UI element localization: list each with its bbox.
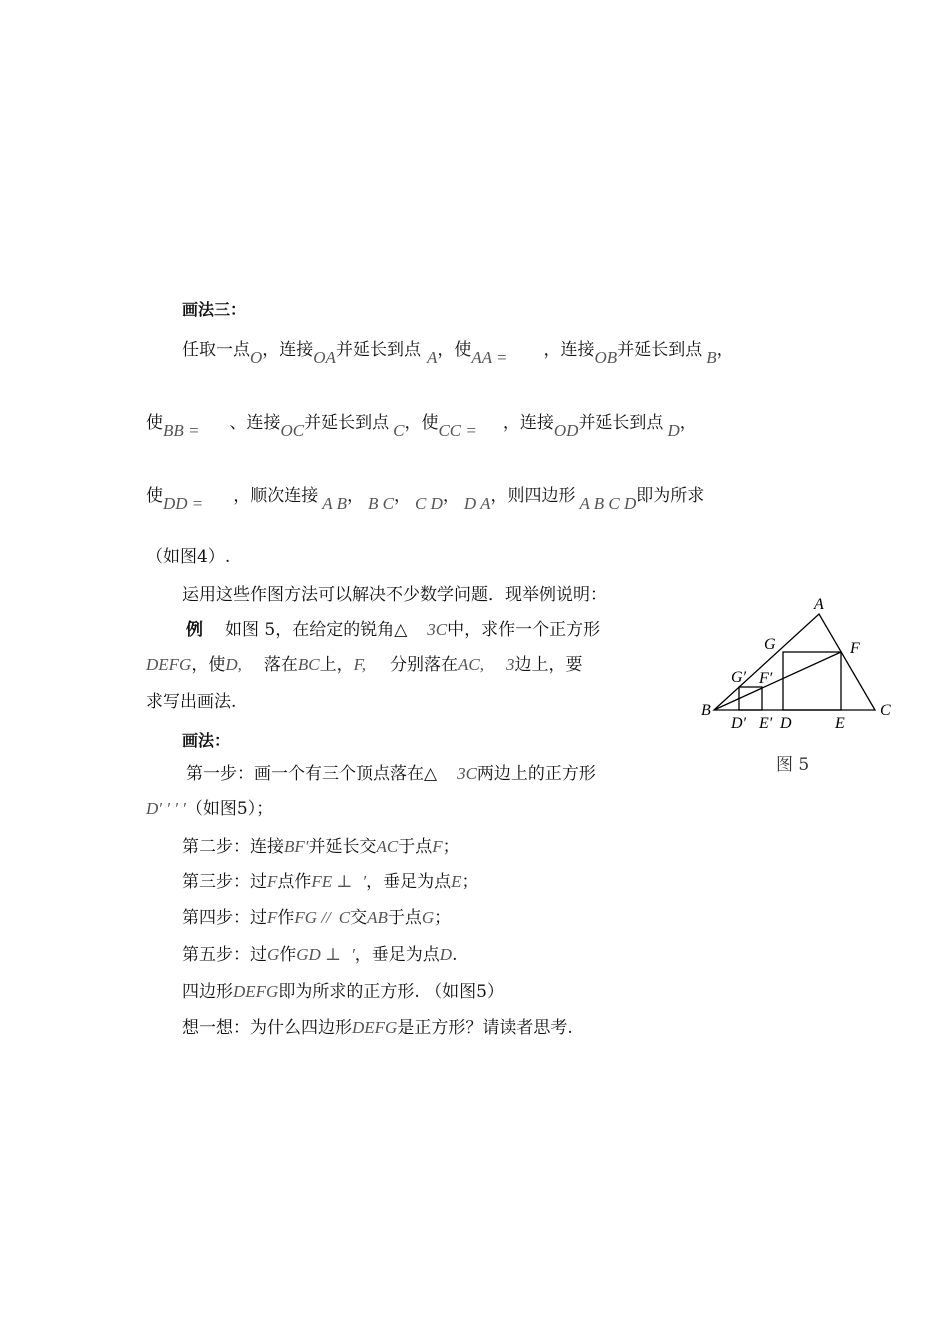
method-heading: 画法：: [182, 731, 231, 750]
math: F: [432, 837, 443, 856]
text: ，连接: [262, 340, 314, 360]
text: 边上，要: [514, 655, 583, 675]
text: 第四步：过: [182, 908, 267, 928]
label-D: D: [780, 715, 792, 732]
label-F-prime: F′: [759, 670, 773, 687]
math: E: [451, 872, 462, 891]
method3-line-1: [182, 338, 734, 367]
text: 于点: [387, 908, 422, 928]
math: ′: [351, 945, 355, 964]
math: GD ⊥: [296, 945, 342, 964]
text: ；: [442, 837, 460, 857]
text: 于点: [398, 837, 433, 857]
text: （如图5）；: [185, 799, 274, 819]
text: 并延长到点: [304, 413, 390, 433]
math-DEFG: DEFG: [233, 982, 279, 1001]
text: 想一想：为什么四边形: [182, 1018, 352, 1038]
math-O: O: [250, 348, 263, 367]
math: 3C: [457, 764, 477, 783]
math: G: [267, 945, 280, 964]
text: ，则四边形: [490, 486, 576, 506]
method3-line-3: [146, 484, 705, 513]
step-2: [182, 835, 460, 859]
text: 是正方形？请读者思考.: [397, 1018, 573, 1038]
label-G: G: [764, 636, 776, 653]
text: ，: [393, 486, 411, 506]
text: ，垂足为点: [366, 872, 452, 892]
text: 分别落在: [390, 655, 459, 675]
label-F: F: [850, 640, 860, 657]
math-AA-eq: AA =: [471, 348, 508, 367]
math-square-prime: D′ ′ ′ ′: [146, 799, 186, 818]
label-D-prime: D′: [731, 715, 747, 732]
intro-text: 运用这些作图方法可以解决不少数学问题．现举例说明：: [182, 585, 607, 605]
math-AB: A B: [322, 494, 347, 513]
text: ，顺次连接: [233, 486, 319, 506]
text: 中，求作一个正方形: [447, 620, 601, 640]
math: ′: [362, 872, 367, 891]
math: 3: [506, 655, 515, 674]
think-question: [182, 1016, 573, 1040]
math: FG //: [294, 908, 331, 927]
square-DEFG: [783, 652, 841, 710]
math: G: [421, 908, 435, 927]
text: ，垂足为点: [354, 945, 440, 965]
text: 并延长到点: [617, 340, 703, 360]
text: 第三步：过: [182, 872, 267, 892]
math: F: [267, 908, 278, 927]
math-DD-eq: DD =: [163, 494, 204, 513]
math-B: B: [706, 348, 717, 367]
math: AC: [376, 837, 399, 856]
text: 第五步：过: [182, 945, 267, 965]
text: 第一步：画一个有三个顶点落在△: [186, 764, 438, 784]
label-G-prime: G′: [731, 669, 747, 686]
math-D: D: [667, 421, 680, 440]
text: ，: [679, 413, 697, 433]
math-BC: BC: [297, 655, 320, 674]
math-BB-eq: BB =: [163, 421, 200, 440]
method3-line-4: （如图4）.: [146, 547, 231, 567]
math-DEFG: DEFG: [146, 655, 192, 674]
text: 即为所求的正方形. （如图5）: [278, 982, 504, 1002]
label-E: E: [835, 715, 845, 732]
method3-line-2: [146, 411, 697, 440]
text: 并延长到点: [578, 413, 664, 433]
math: AB: [367, 908, 388, 927]
triangle-ABC: [714, 614, 875, 710]
math-C: C: [393, 421, 405, 440]
text: 即为所求: [636, 486, 705, 506]
step-4: [182, 906, 451, 930]
text: 并延长交: [308, 837, 377, 857]
step-1-line-2: [146, 797, 273, 821]
label-C: C: [880, 702, 891, 719]
math-DA: D A: [463, 494, 491, 513]
example-line-2: [146, 653, 583, 677]
square-prime: [739, 687, 762, 710]
math: F,: [353, 655, 367, 674]
label-E-prime: E′: [759, 715, 773, 732]
text: ，: [442, 486, 460, 506]
math: FE ⊥: [311, 872, 353, 891]
math: D: [439, 945, 453, 964]
math-BC: B C: [368, 494, 394, 513]
text: 作: [277, 908, 295, 928]
math: BF′: [284, 837, 309, 856]
text: 如图 5，在给定的锐角△: [225, 620, 408, 640]
math: AC,: [458, 655, 485, 674]
math: F: [267, 872, 278, 891]
text: ，连接: [502, 413, 554, 433]
math-CD: C D: [414, 494, 443, 513]
step-1-line-1: [186, 762, 596, 786]
text: .: [452, 945, 458, 965]
text: ，连接: [543, 340, 595, 360]
text: ，: [347, 486, 364, 506]
label-A: A: [814, 596, 824, 613]
text: 点作: [277, 872, 312, 892]
text: ，使: [191, 655, 226, 675]
text: ，使: [437, 340, 472, 360]
text: 第二步：连接: [182, 837, 284, 857]
text: 任取一点: [182, 340, 250, 360]
method3-heading: 画法三：: [182, 300, 247, 319]
label-B: B: [701, 702, 711, 719]
step-3: [182, 870, 479, 894]
math-OD: OD: [553, 421, 579, 440]
math-A: A: [426, 348, 438, 367]
example-line-3: 求写出画法.: [146, 692, 237, 712]
math: 3C: [427, 620, 448, 639]
example-label: 例: [186, 620, 203, 640]
math-CC-eq: CC =: [438, 421, 477, 440]
text: 并延长到点: [335, 340, 421, 360]
math: C: [338, 908, 351, 927]
math-OA: OA: [313, 348, 336, 367]
text: 使: [146, 486, 163, 506]
conclusion: [182, 980, 504, 1004]
math-ABCD: A B C D: [579, 494, 637, 513]
text: 交: [350, 908, 368, 928]
figure-caption: 图 5: [776, 755, 810, 775]
text: ；: [461, 872, 479, 892]
text: ，使: [404, 413, 439, 433]
text: 四边形: [182, 982, 233, 1002]
text: 落在: [263, 655, 298, 675]
math-OB: OB: [594, 348, 618, 367]
example-line-1: [186, 618, 600, 642]
text: 两边上的正方形: [476, 764, 596, 784]
step-5: [182, 943, 457, 967]
text: 上，: [319, 655, 354, 675]
geometry-figure-5: [698, 594, 898, 734]
text: ，: [716, 340, 734, 360]
text: ；: [434, 908, 452, 928]
text: 、连接: [229, 413, 281, 433]
math-DEFG: DEFG: [352, 1018, 398, 1037]
text: 使: [146, 413, 163, 433]
math: D,: [225, 655, 242, 674]
text: 作: [279, 945, 297, 965]
math-OC: OC: [280, 421, 305, 440]
